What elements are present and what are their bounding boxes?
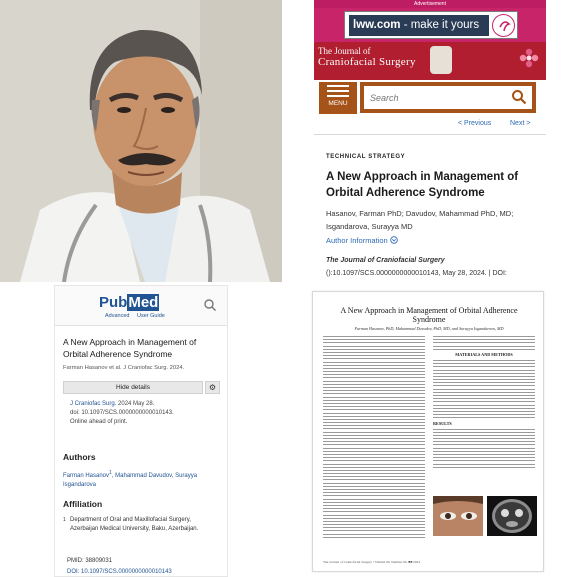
pdf-article-page (312, 291, 544, 572)
pubmed-citation: Farman Hasanov et al. J Craniofac Surg. 2024. (63, 365, 185, 371)
article-title: A New Approach in Management of Orbital Adherence Syndrome (326, 171, 519, 199)
figure-eye-photo (433, 496, 483, 536)
detail-status: Online ahead of print. (70, 419, 128, 425)
pubmed-authors: Farman Hasanov$^1$, Mahammad Davudov, Surayya Isgandarova (63, 470, 198, 488)
pubmed-record (54, 285, 228, 577)
pubmed-header (55, 286, 228, 326)
advanced-link[interactable]: Advanced (105, 313, 130, 319)
hide-details-button[interactable]: Hide details (63, 381, 203, 394)
results-heading: RESULTS (433, 420, 452, 426)
author-information-link[interactable]: Author Information (326, 236, 398, 245)
article-authors: Hasanov, Farman PhD; Davudov, Mahammad PhD, MD; Isgandarova, Surayya MD (326, 209, 514, 231)
doi-link[interactable]: DOI: 10.1097/SCS.0000000000010143 (67, 569, 172, 575)
divider (314, 134, 546, 135)
flower-logo-icon (519, 48, 539, 68)
section-label: TECHNICAL STRATEGY (326, 154, 406, 160)
search-input[interactable] (364, 86, 504, 109)
pdf-column-left (323, 336, 425, 540)
previous-link[interactable]: < Previous (458, 120, 492, 127)
ad-banner[interactable] (314, 8, 546, 42)
journal-doi-line: ():10.1097/SCS.0000000000010143, May 28, 2024. | DOI: (326, 270, 507, 277)
ad-box[interactable] (344, 11, 518, 39)
user-guide-link[interactable]: User Guide (137, 313, 165, 319)
advertisement-label: Advertisement (314, 0, 546, 8)
portrait-illustration (0, 0, 282, 282)
author-link[interactable]: Surayya Isgandarova (63, 473, 198, 488)
masthead-title: The Journal of Craniofacial Surgery (318, 46, 416, 68)
next-link[interactable]: Next > (510, 120, 531, 127)
pdf-figure (433, 496, 537, 536)
pdf-column-right (433, 336, 535, 470)
menu-label: MENU (328, 100, 348, 107)
search-icon[interactable] (511, 89, 527, 110)
pubmed-logo[interactable]: PubMed (99, 294, 159, 311)
search-icon[interactable] (203, 298, 217, 317)
article-pager (314, 118, 546, 132)
affiliation-text: 1 Department of Oral and Maxillofacial Surgery, Azerbaijan Medical University, Baku, Azerbaijan. (63, 517, 199, 532)
journal-link[interactable]: J Craniofac Surg. (70, 401, 117, 407)
pdf-title: A New Approach in Management of Orbital Adherence Syndrome (340, 306, 518, 324)
author-link[interactable]: Farman Hasanov (63, 473, 110, 479)
affiliation-heading: Affiliation (63, 499, 103, 509)
expand-circle-icon (390, 236, 398, 244)
pubmed-title: A New Approach in Management of Orbital Adherence Syndrome (63, 337, 197, 359)
pubmed-links (105, 313, 171, 319)
search-box (360, 82, 536, 113)
journal-name: The Journal of Craniofacial Surgery (326, 257, 445, 264)
hamburger-icon (319, 85, 357, 97)
journal-article-page (314, 0, 546, 282)
author-link[interactable]: Mahammad Davudov (115, 473, 172, 479)
journal-masthead[interactable] (314, 42, 546, 80)
pubmed-details: J Craniofac Surg. 2024 May 28. doi: 10.1097/SCS.0000000000010143. Online ahead of print. (70, 400, 220, 427)
authors-heading: Authors (63, 452, 96, 462)
ad-logo-icon (492, 14, 515, 37)
author-portrait-photo (0, 0, 282, 282)
journal-navbar (314, 80, 546, 116)
figure-ct-scan (487, 496, 537, 536)
methods-heading: MATERIALS AND METHODS (455, 351, 513, 357)
gear-icon[interactable]: ⚙ (205, 381, 220, 394)
society-seal-icon (430, 46, 452, 74)
detail-doi: doi: 10.1097/SCS.0000000000010143. (70, 410, 174, 416)
menu-button[interactable] (319, 82, 357, 114)
pdf-footer: The Journal of Craniofacial Surgery • Volume 00, Number 00, ■■ 2024 (323, 560, 420, 564)
pdf-authors: Farman Hasanov, PhD, Mahammad Davudov, PhD, MD, and Surayya Isgandarova, MD (354, 326, 504, 331)
pmid: PMID: 38809031 (67, 558, 113, 564)
ad-text: lww.com - make it yours (349, 15, 489, 36)
